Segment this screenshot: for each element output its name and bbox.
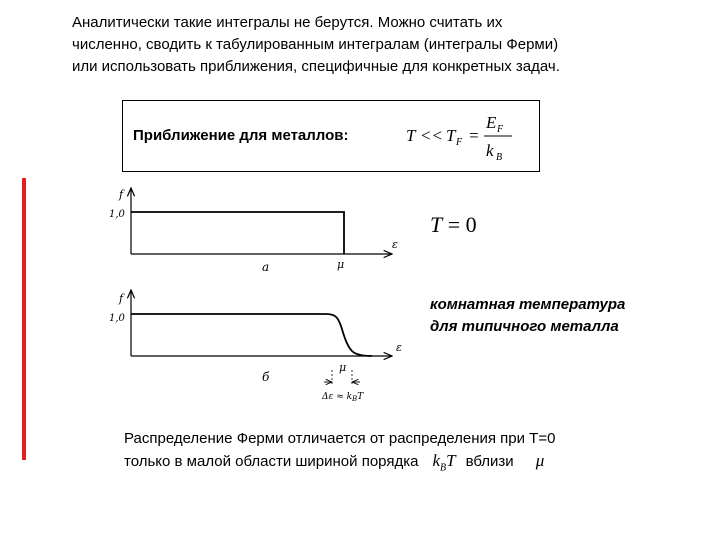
- mu-symbol: μ: [535, 451, 545, 470]
- graph-a-step-curve: [131, 212, 344, 254]
- formula-much-less: <<: [420, 126, 443, 145]
- intro-line-2: численно, сводить к табулированным интегралам (интегралы Ферми): [72, 36, 559, 53]
- graph-b: [109, 290, 402, 403]
- formula-T: T: [406, 126, 416, 145]
- conclusion-text: [124, 428, 555, 479]
- formula-numerator-sub: F: [497, 124, 504, 135]
- formula-equals: =: [468, 126, 480, 145]
- graph-a-mu-label: μ: [337, 258, 345, 271]
- graph-a-y-label: f: [119, 188, 124, 201]
- kBT-formula: $k_BT$: [432, 451, 456, 474]
- intro-line-1: Аналитически такие интегралы не берутся. Можно считать их: [72, 14, 503, 31]
- conclusion-line-1: Распределение Ферми отличается от распределения при T=0: [124, 430, 556, 447]
- graph-b-x-label: ε: [396, 341, 402, 354]
- conclusion-line-2: только в малой области шириной порядка $k_BT$ вблизи μ: [124, 451, 545, 474]
- formula-denominator-sub: B: [496, 152, 503, 163]
- graph-a-caption: а: [262, 260, 270, 274]
- formula-TF: T: [446, 126, 456, 145]
- graph-b-y-tick: 1,0: [109, 313, 125, 324]
- graph-a-y-tick: 1,0: [109, 209, 125, 220]
- formula-denominator-k: k: [486, 141, 494, 160]
- graph-a: [109, 188, 398, 274]
- approximation-label: Приближение для металлов:: [133, 127, 349, 144]
- intro-line-3: или использовать приближения, специфичные для конкретных задач.: [72, 58, 560, 75]
- graph-b-smeared-curve: [131, 314, 372, 356]
- graph-b-mu-label: μ: [339, 361, 347, 374]
- formula-numerator-E: E: [486, 113, 497, 132]
- graph-b-y-label: f: [119, 292, 124, 305]
- room-temp-line-2: для типичного металла: [430, 318, 619, 335]
- formula-TF-sub: F: [456, 137, 463, 148]
- room-temp-line-1: комнатная температура: [430, 296, 626, 313]
- graph-b-caption: б: [262, 370, 270, 384]
- condition-t-zero: T = 0: [430, 212, 477, 237]
- condition-room-temperature: [430, 294, 625, 338]
- graph-a-x-label: ε: [392, 238, 398, 251]
- graph-b-width-annotation: $\Delta\varepsilon \approx k_BT$: [322, 392, 364, 403]
